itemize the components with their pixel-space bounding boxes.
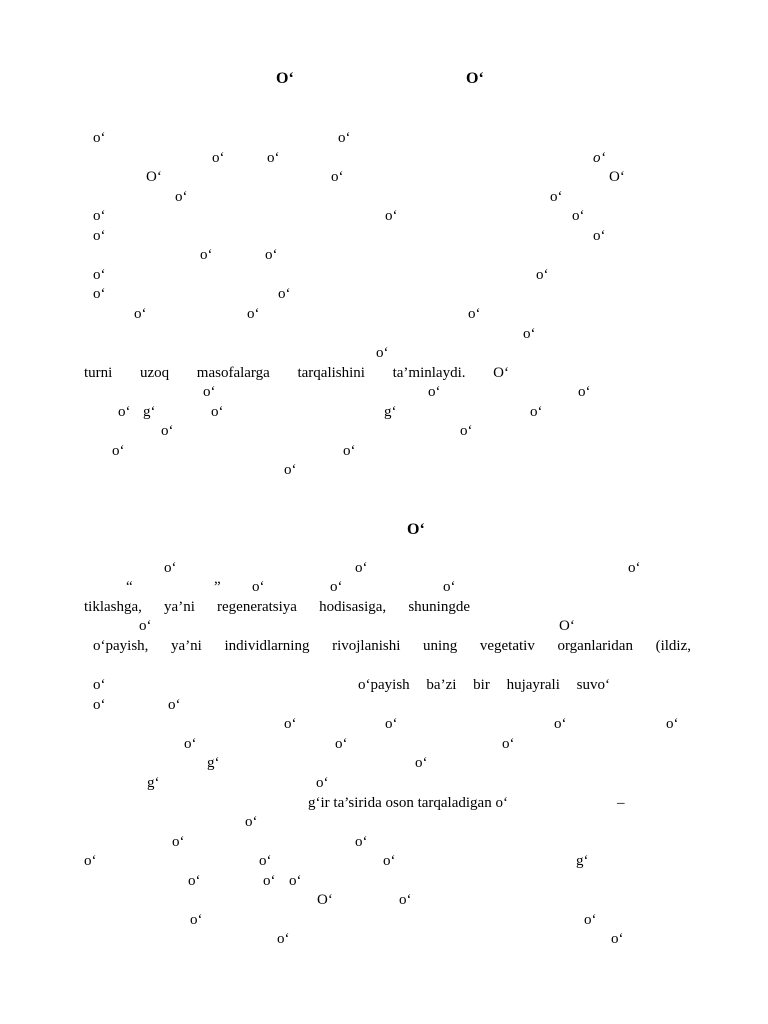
text-fragment: o‘ [335, 736, 348, 752]
text-fragment: o‘ [593, 228, 606, 244]
text-fragment: o‘ [316, 775, 329, 791]
text-fragment: o‘ [93, 677, 106, 693]
text-fragment: O‘ [317, 892, 333, 908]
text-fragment: o‘ [523, 326, 536, 342]
text-fragment: o‘ [93, 697, 106, 713]
text-fragment: o‘ [265, 247, 278, 263]
text-fragment: o‘ [164, 560, 177, 576]
text-fragment: o‘ [93, 208, 106, 224]
text-fragment: o‘ [289, 873, 302, 889]
text-fragment: o‘ [93, 228, 106, 244]
text-fragment: o‘ [200, 247, 213, 263]
text-fragment: o‘ [399, 892, 412, 908]
text-fragment: o‘ [134, 306, 147, 322]
heading-fragment: O‘ [276, 70, 294, 87]
text-fragment: o‘ [245, 814, 258, 830]
text-fragment: o‘ [355, 834, 368, 850]
text-fragment: g‘ [384, 404, 397, 420]
text-fragment: o‘ [578, 384, 591, 400]
text-line: o‘payish, ya’ni individlarning rivojlanishi uning vegetativ organlaridan (ildiz, [93, 638, 691, 654]
text-fragment: o‘ [212, 150, 225, 166]
text-fragment: o‘ [259, 853, 272, 869]
text-fragment: o‘ [330, 579, 343, 595]
text-fragment: o‘ [84, 853, 97, 869]
text-fragment: o‘ [203, 384, 216, 400]
text-fragment: o‘ [277, 931, 290, 947]
text-fragment: o‘ [554, 716, 567, 732]
text-fragment: o‘ [331, 169, 344, 185]
text-fragment: o‘ [385, 716, 398, 732]
text-fragment: o‘ [247, 306, 260, 322]
text-fragment: o‘ [112, 443, 125, 459]
text-fragment: o‘ [428, 384, 441, 400]
text-line: g‘ir ta’sirida oson tarqaladigan o‘ [308, 795, 508, 811]
text-fragment: O‘ [146, 169, 162, 185]
text-fragment: o‘ [536, 267, 549, 283]
dash: – [617, 795, 625, 811]
text-fragment: o‘ [93, 267, 106, 283]
text-fragment: o‘ [343, 443, 356, 459]
text-fragment: o‘ [530, 404, 543, 420]
text-fragment: o‘ [502, 736, 515, 752]
text-fragment: o‘ [175, 189, 188, 205]
text-fragment: o‘ [415, 755, 428, 771]
quote-open: “ [126, 579, 133, 595]
text-fragment: o‘ [190, 912, 203, 928]
text-fragment: o‘ [252, 579, 265, 595]
text-fragment: o‘ [284, 716, 297, 732]
text-fragment: O‘ [559, 618, 575, 634]
text-fragment: o‘ [385, 208, 398, 224]
text-fragment: o‘ [211, 404, 224, 420]
quote-close: ” [214, 579, 221, 595]
text-fragment: o‘ [666, 716, 679, 732]
text-fragment: o‘ [188, 873, 201, 889]
text-fragment: o‘ [172, 834, 185, 850]
text-fragment: o‘ [93, 286, 106, 302]
text-fragment: o‘ [263, 873, 276, 889]
text-fragment: o‘ [168, 697, 181, 713]
text-fragment: o‘ [550, 189, 563, 205]
text-fragment: o‘ [355, 560, 368, 576]
text-fragment: o‘ [284, 462, 297, 478]
text-line: turni uzoq masofalarga tarqalishini ta’minlaydi. O‘ [84, 365, 509, 381]
text-fragment: o‘ [460, 423, 473, 439]
text-fragment: o‘ [593, 150, 606, 166]
text-fragment: O‘ [609, 169, 625, 185]
text-fragment: g‘ [576, 853, 589, 869]
text-fragment: o‘ [93, 130, 106, 146]
text-fragment: o‘ [383, 853, 396, 869]
text-fragment: o‘ [468, 306, 481, 322]
text-fragment: o‘ [628, 560, 641, 576]
text-fragment: o‘ [584, 912, 597, 928]
text-fragment: g‘ [207, 755, 220, 771]
text-fragment: o‘ [139, 618, 152, 634]
text-line: tiklashga, ya’ni regeneratsiya hodisasiga, shuningde [84, 599, 470, 615]
text-fragment: o‘ [278, 286, 291, 302]
text-fragment: o‘ [611, 931, 624, 947]
heading-fragment: O‘ [466, 70, 484, 87]
text-line: o‘payish ba’zi bir hujayrali suvo‘ [358, 677, 610, 693]
text-fragment: o‘ [443, 579, 456, 595]
text-fragment: o‘ [184, 736, 197, 752]
section-heading: O‘ [407, 521, 425, 538]
text-fragment: g‘ [147, 775, 160, 791]
text-fragment: o‘ [572, 208, 585, 224]
text-fragment: o‘ [161, 423, 174, 439]
text-fragment: o‘ [267, 150, 280, 166]
text-fragment: o‘ [376, 345, 389, 361]
text-fragment: o‘ [118, 404, 131, 420]
text-fragment: o‘ [338, 130, 351, 146]
text-fragment: g‘ [143, 404, 156, 420]
